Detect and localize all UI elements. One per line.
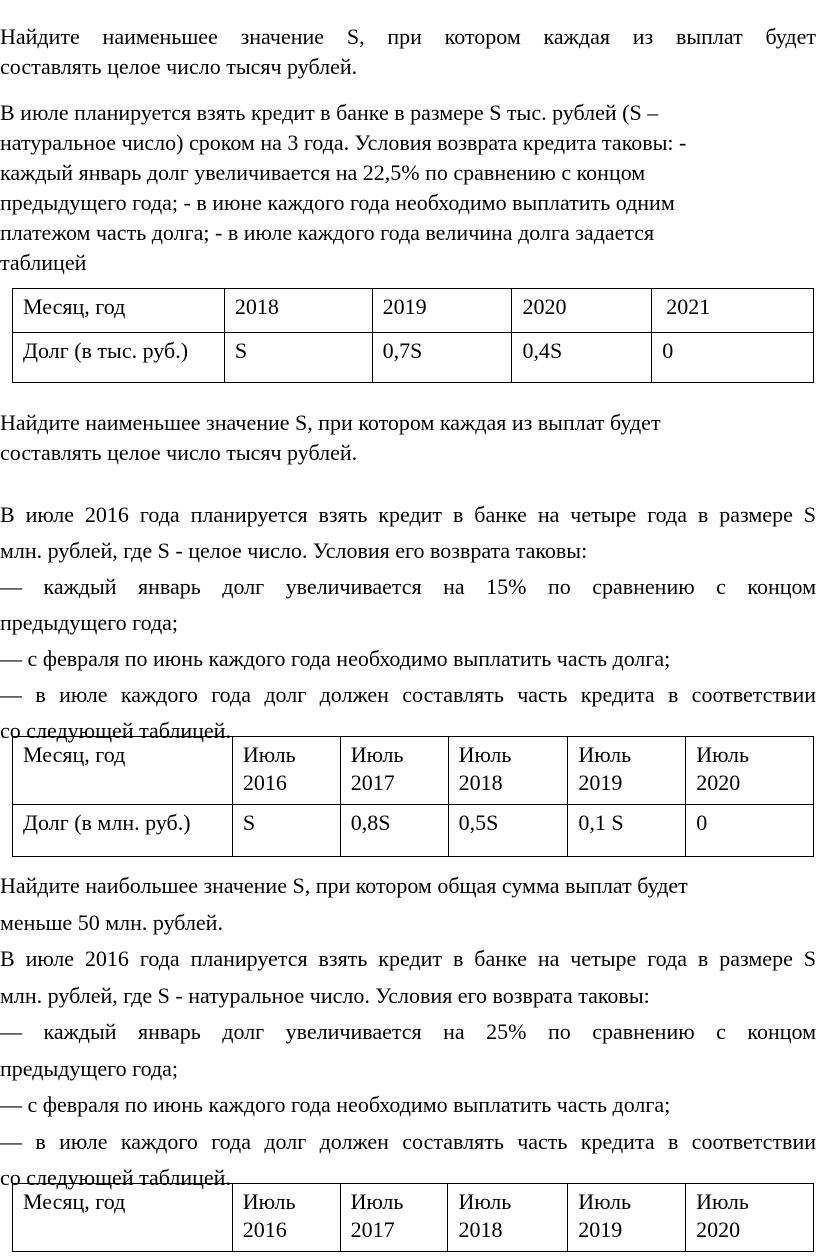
paragraph-find-min-s-2 [0, 408, 816, 468]
cell-text: 2017 [350, 1217, 395, 1242]
table-cell [13, 737, 233, 805]
table-row [13, 289, 814, 333]
text-line: предыдущего года; [0, 1055, 179, 1081]
table-cell: 0 [652, 333, 814, 383]
text-line: составлять целое число тысяч рублей. [0, 440, 358, 465]
text-line: меньше 50 млн. рублей. [0, 909, 223, 935]
table-cell: 0,5S [448, 805, 568, 857]
text-line: Найдите наименьшее значение S, при котором каждая из выплат будет [0, 410, 661, 435]
text-line: млн. рублей, где S - целое число. Условия его возврата таковы: [0, 538, 588, 563]
text-line: — в июле каждого года долг должен составлять часть кредита в соответствии [0, 682, 816, 707]
text-line: натуральное число) сроком на 3 года. Условия возврата кредита таковы: - [0, 130, 687, 155]
text-line: со следующей таблицей. [0, 718, 231, 743]
cell-text: 2019 [578, 770, 623, 795]
cell-text: 2020 [696, 1217, 741, 1242]
paragraph-loan-conditions [0, 98, 816, 278]
table-cell [232, 737, 340, 805]
text-line: составлять целое число тысяч рублей. [0, 54, 358, 79]
paragraph-find-min-s [0, 22, 816, 82]
table-cell [232, 1184, 340, 1252]
cell-text: Июль [578, 742, 632, 767]
paragraph-loan-2016-25pct [0, 868, 816, 1197]
table-cell [568, 1184, 686, 1252]
debt-table-millions-25pct [12, 1183, 814, 1252]
table-cell: Долг (в млн. руб.) [13, 805, 233, 857]
text-line: млн. рублей, где S - натуральное число. Условия его возврата таковы: [0, 982, 650, 1008]
table-row [13, 805, 814, 857]
table-cell: S [232, 805, 340, 857]
text-line: — каждый январь долг увеличивается на 25% по сравнению с концом [0, 1019, 816, 1044]
table-cell: 0,8S [340, 805, 448, 857]
text-line: предыдущего года; - в июне каждого года необходимо выплатить одним [0, 190, 675, 215]
table-cell: 0,7S [372, 333, 512, 383]
text-line: — с февраля по июнь каждого года необходимо выплатить часть долга; [0, 1092, 671, 1117]
cell-text: 2016 [242, 1217, 287, 1242]
table-cell: 0 [686, 805, 814, 857]
table-cell [340, 737, 448, 805]
table-cell [686, 737, 814, 805]
text-line: платежом часть долга; - в июле каждого года величина долга задается [0, 220, 655, 245]
text-line: В июле планируется взять кредит в банке в размере S тыс. рублей (S – [0, 100, 659, 125]
cell-text: Месяц, год [23, 742, 126, 767]
table-cell: 2018 [224, 289, 372, 333]
cell-text: 2018 [458, 770, 503, 795]
table-cell: S [224, 333, 372, 383]
text-line: В июле 2016 года планируется взять кредит в банке на четыре года в размере S [0, 946, 816, 971]
cell-text: Июль [242, 1189, 296, 1214]
table-row [13, 737, 814, 805]
table-cell [340, 1184, 448, 1252]
table-cell: Месяц, год [13, 289, 225, 333]
text-line: — каждый январь долг увеличивается на 15% по сравнению с концом [0, 574, 816, 599]
cell-text: 2017 [350, 770, 395, 795]
paragraph-loan-2016-15pct [0, 497, 816, 749]
cell-text: Июль [696, 742, 749, 767]
table-cell [448, 1184, 568, 1252]
table-cell [686, 1184, 814, 1252]
cell-text: Июль [458, 1189, 512, 1214]
debt-table-thousands [12, 288, 814, 383]
cell-text: Июль [242, 742, 296, 767]
text-line: Найдите наибольшее значение S, при котором общая сумма выплат будет [0, 873, 688, 898]
cell-text: Июль [578, 1189, 632, 1214]
cell-text: Июль [350, 1189, 404, 1214]
table-cell [13, 1184, 233, 1252]
cell-text: 2020 [696, 770, 741, 795]
table-cell: 2021 [652, 289, 814, 333]
table-cell: 2020 [512, 289, 652, 333]
cell-text: Месяц, год [23, 1189, 126, 1214]
table-row [13, 1184, 814, 1252]
table-cell: 2019 [372, 289, 512, 333]
cell-text: Июль [458, 742, 512, 767]
text-line: таблицей [0, 250, 87, 275]
table-cell: 0,4S [512, 333, 652, 383]
text-line: В июле 2016 года планируется взять кредит в банке на четыре года в размере S [0, 502, 816, 527]
cell-text: 2016 [242, 770, 287, 795]
text-line: каждый январь долг увеличивается на 22,5% по сравнению с концом [0, 160, 646, 185]
table-cell [448, 737, 568, 805]
text-line: со следующей таблицей. [0, 1165, 231, 1190]
text-line: — в июле каждого года долг должен составлять часть кредита в соответствии [0, 1128, 816, 1154]
table-cell: 0,1 S [568, 805, 686, 857]
cell-text: Июль [350, 742, 404, 767]
table-row [13, 333, 814, 383]
cell-text: Июль [696, 1189, 749, 1214]
cell-text: 2018 [458, 1217, 503, 1242]
text-line: Найдите наименьшее значение S, при котором каждая из выплат будет [0, 24, 816, 49]
table-cell: Долг (в тыс. руб.) [13, 333, 225, 383]
text-line: предыдущего года; [0, 610, 179, 635]
debt-table-millions-15pct [12, 736, 814, 857]
table-cell [568, 737, 686, 805]
text-line: — с февраля по июнь каждого года необходимо выплатить часть долга; [0, 646, 671, 671]
cell-text: 2019 [578, 1217, 623, 1242]
